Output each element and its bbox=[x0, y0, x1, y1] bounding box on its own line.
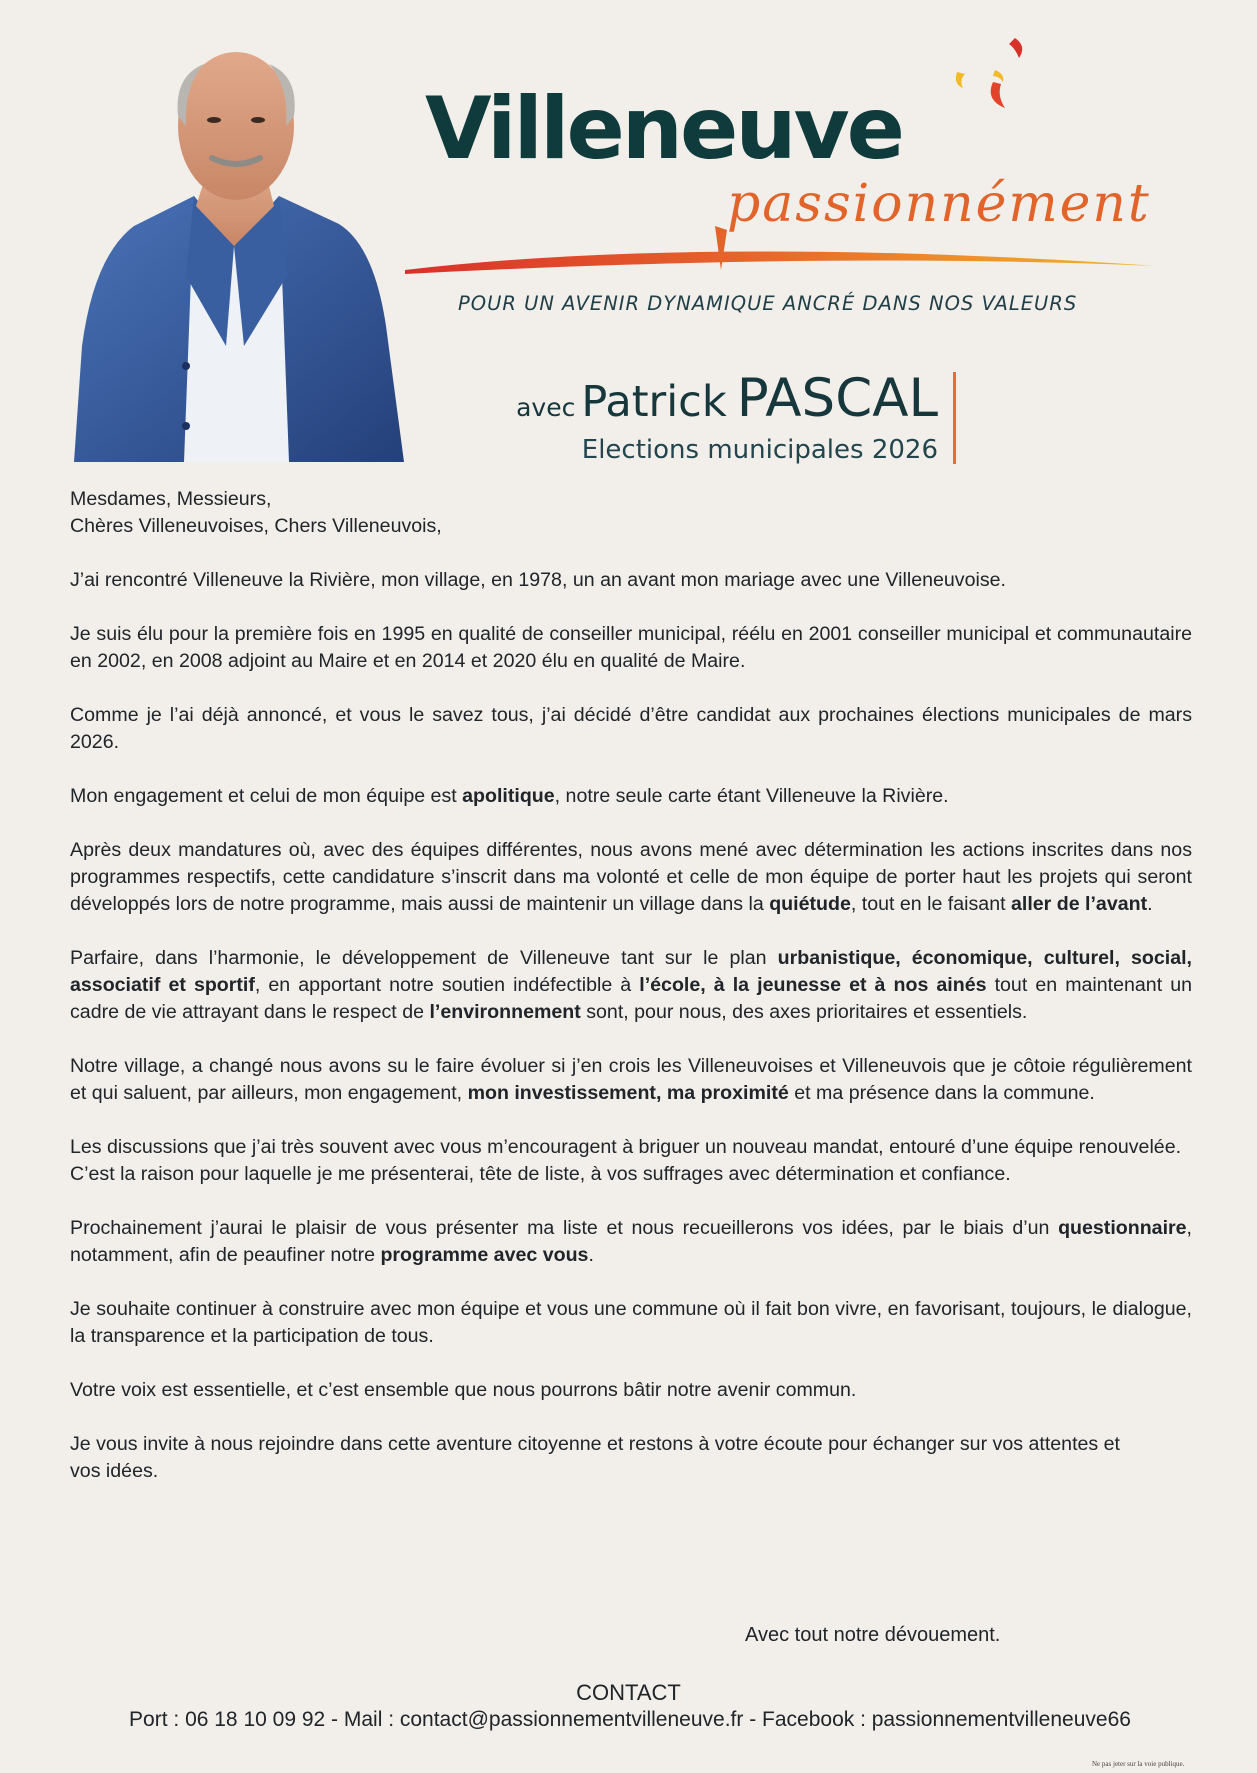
candidate-first-name: Patrick bbox=[581, 377, 727, 427]
paragraph: Je suis élu pour la première fois en 1995 en qualité de conseiller municipal, réélu en 2001 conseiller municipal et communautaire en 2002, en 2008 adjoint au Maire et en 2014 et 2020 élu en qualité de Maire. bbox=[70, 623, 1192, 672]
text-run: , notamment, afin de peaufiner notre bbox=[70, 1217, 1192, 1266]
footer-note: Ne pas jeter sur la voie publique. bbox=[1092, 1760, 1185, 1768]
bold-run: programme avec vous bbox=[380, 1244, 589, 1266]
bold-run: questionnaire bbox=[1058, 1217, 1187, 1239]
bold-run: apolitique bbox=[462, 785, 555, 807]
bold-run: mon investissement, ma proximité bbox=[467, 1082, 789, 1104]
paragraph bbox=[70, 783, 1192, 810]
contact-details: Port : 06 18 10 09 92 - Mail : contact@passionnementvilleneuve.fr - Facebook : passionnementvilleneuve66 bbox=[129, 1708, 1131, 1731]
text-run: , en apportant notre soutien indéfectible à bbox=[254, 974, 640, 996]
paragraph bbox=[70, 1134, 1192, 1188]
text-run: , tout en le faisant bbox=[850, 893, 1011, 915]
brand-script: passionnément bbox=[727, 174, 1151, 234]
text-run: Prochainement j’aurai le plaisir de vous présenter ma liste et nous recueillerons vos idées, par le biais d’un bbox=[70, 1217, 1059, 1239]
swoosh-line bbox=[405, 251, 1157, 274]
paragraph: Votre voix est essentielle, et c’est ensemble que nous pourrons bâtir notre avenir commun. bbox=[70, 1379, 857, 1401]
text-run: sont, pour nous, des axes prioritaires et essentiels. bbox=[580, 1001, 1028, 1023]
confetti-red-mark bbox=[991, 82, 1005, 108]
confetti-red-mark bbox=[1009, 38, 1022, 58]
text-run: Notre village, a changé nous avons su le faire évoluer si j’en crois les Villeneuvoises et Villeneuvois que je côtoie régulièrement et qui saluent, par ailleurs, mon engagement, bbox=[70, 1055, 1192, 1104]
tagline: POUR UN AVENIR DYNAMIQUE ANCRÉ DANS NOS VALEURS bbox=[458, 292, 1078, 315]
bold-run: l’environnement bbox=[429, 1001, 581, 1023]
bold-run: quiétude bbox=[769, 893, 851, 915]
greeting bbox=[70, 486, 1192, 540]
text-run: Parfaire, dans l’harmonie, le développement de Villeneuve tant sur le plan bbox=[70, 947, 778, 969]
bold-run: urbanistique, économique, culturel, social, associatif et sportif bbox=[70, 947, 1192, 996]
contact-title: CONTACT bbox=[576, 1680, 681, 1705]
confetti-yellow-mark bbox=[956, 72, 965, 88]
greeting-line: Mesdames, Messieurs, bbox=[70, 488, 272, 510]
text-run: Les discussions que j’ai très souvent avec vous m’encouragent à briguer un nouveau mandat, entouré d’une équipe renouvelée. bbox=[70, 1136, 1182, 1158]
text-run: . bbox=[1147, 893, 1153, 915]
text-run: Après deux mandatures où, avec des équipes différentes, nous avons mené avec détermination les actions inscrites dans nos programmes respectifs, cette candidature s’inscrit dans ma volonté et celle de mon équipe de porter haut les projets qui seront développés lors de notre programme, mais aussi de maintenir un village dans la bbox=[70, 839, 1192, 915]
paragraph bbox=[70, 1053, 1192, 1107]
bold-run: l’école, à la jeunesse et à nos ainés bbox=[639, 974, 987, 996]
text-run: , notre seule carte étant Villeneuve la Rivière. bbox=[554, 785, 949, 807]
candidate-accent-bar bbox=[953, 372, 956, 464]
paragraph bbox=[70, 945, 1192, 1026]
text-run: . bbox=[588, 1244, 594, 1266]
signoff: Avec tout notre dévouement. bbox=[745, 1624, 1001, 1646]
letter-body bbox=[70, 486, 1192, 1512]
candidate-subtitle: Elections municipales 2026 bbox=[581, 435, 938, 465]
candidate-prefix: avec bbox=[516, 393, 576, 422]
paragraph bbox=[70, 1215, 1192, 1269]
paragraph: J’ai rencontré Villeneuve la Rivière, mon village, en 1978, un an avant mon mariage avec une Villeneuvoise. bbox=[70, 569, 1006, 591]
candidate-block bbox=[516, 368, 938, 465]
text-run: et ma présence dans la commune. bbox=[788, 1082, 1095, 1104]
paragraph bbox=[70, 837, 1192, 918]
confetti-yellow-mark bbox=[993, 70, 1003, 82]
paragraph: Comme je l’ai déjà annoncé, et vous le savez tous, j’ai décidé d’être candidat aux prochaines élections municipales de mars 2026. bbox=[70, 704, 1192, 753]
bold-run: aller de l’avant bbox=[1010, 893, 1148, 915]
brand-title: Villeneuve bbox=[425, 79, 902, 179]
text-run: C’est la raison pour laquelle je me présenterai, tête de liste, à vos suffrages avec détermination et confiance. bbox=[70, 1163, 1011, 1185]
candidate-photo bbox=[74, 46, 404, 462]
text-run: Mon engagement et celui de mon équipe est bbox=[70, 785, 463, 807]
brand-logo bbox=[405, 30, 1185, 290]
greeting-line: Chères Villeneuvoises, Chers Villeneuvois, bbox=[70, 515, 442, 537]
paragraph: Je vous invite à nous rejoindre dans cette aventure citoyenne et restons à votre écoute pour échanger sur vos attentes et vos idées. bbox=[70, 1433, 1120, 1482]
candidate-last-name: PASCAL bbox=[736, 368, 938, 429]
text-run: tout en maintenant un cadre de vie attrayant dans le respect de bbox=[70, 974, 1193, 1023]
paragraph: Je souhaite continuer à construire avec mon équipe et vous une commune où il fait bon vivre, en favorisant, toujours, le dialogue, la transparence et la participation de tous. bbox=[70, 1298, 1192, 1347]
